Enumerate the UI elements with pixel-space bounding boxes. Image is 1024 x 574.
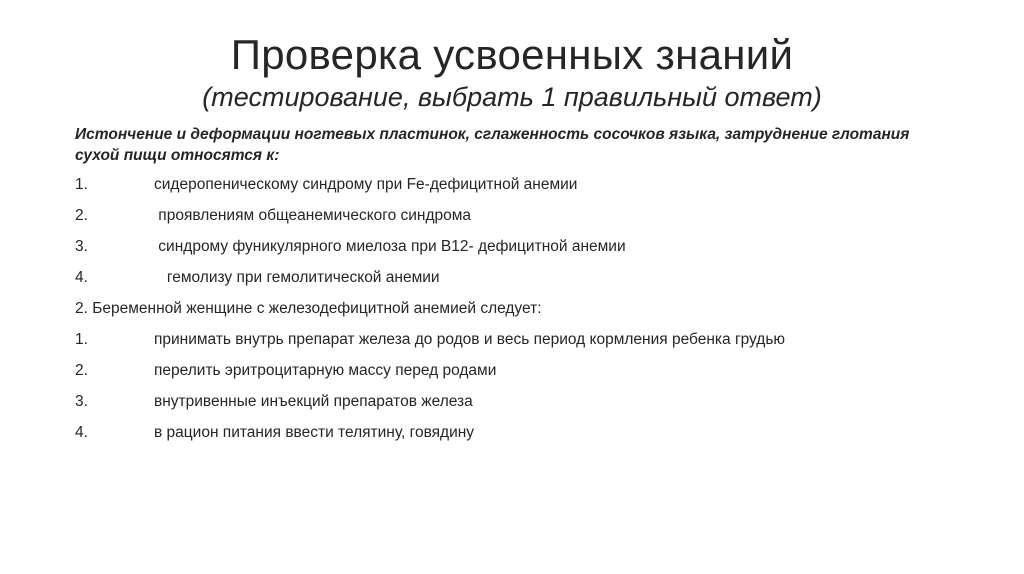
question-2-option-3 (75, 391, 955, 422)
option-text: проявлениям общеанемического синдрома (154, 207, 472, 224)
question-1-option-4 (75, 267, 955, 298)
question-2-option-4 (75, 422, 955, 453)
question-2-option-1 (75, 329, 955, 360)
option-number: 3. (75, 238, 88, 255)
option-text: принимать внутрь препарат железа до родов и весь период кормления ребенка грудью (154, 331, 786, 348)
option-number: 1. (75, 331, 88, 348)
option-text: внутривенные инъекций препаратов железа (154, 393, 473, 410)
option-text: перелить эритроцитарную массу перед родами (154, 362, 497, 379)
option-number: 2. (75, 207, 88, 224)
slide-subtitle: (тестирование, выбрать 1 правильный ответ) (202, 82, 822, 112)
slide-content (75, 124, 955, 453)
question-2-option-2 (75, 360, 955, 391)
question-1-option-1 (75, 174, 955, 205)
option-number: 2. (75, 362, 88, 379)
question-1-text: Истончение и деформации ногтевых пластинок, сглаженность сосочков языка, затруднение глотания сухой пищи относятся к: (75, 126, 910, 164)
option-text: в рацион питания ввести телятину, говядину (154, 424, 475, 441)
question-2-text: 2. Беременной женщине с железодефицитной анемией следует: (75, 300, 542, 317)
option-number: 3. (75, 393, 88, 410)
slide-title: Проверка усвоенных знаний (230, 31, 794, 78)
question-1-option-3 (75, 236, 955, 267)
option-number: 4. (75, 269, 88, 286)
option-text: гемолизу при гемолитической анемии (154, 269, 440, 286)
option-number: 4. (75, 424, 88, 441)
option-text: синдрому фуникулярного миелоза при В12- дефицитной анемии (154, 238, 626, 255)
option-number: 1. (75, 176, 88, 193)
question-1-option-2 (75, 205, 955, 236)
option-text: сидеропеническому синдрому при Fe-дефицитной анемии (154, 176, 578, 193)
